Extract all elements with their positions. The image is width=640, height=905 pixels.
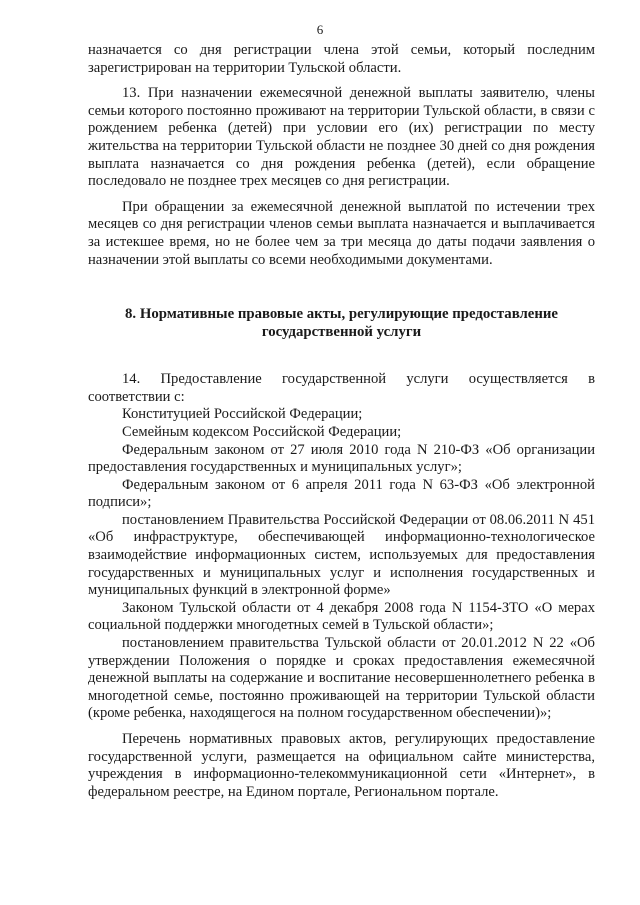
paragraph: Федеральным законом от 6 апреля 2011 года N 63-ФЗ «Об электронной подписи»; [88,476,595,511]
paragraph: 14. Предоставление государственной услуги осуществляется в соответствии с: [88,371,595,405]
paragraph: постановлением Правительства Российской Федерации от 08.06.2011 N 451 «Об инфраструктуре, обеспечивающей информационно-технологическое взаимодействие информационных систем, используемых для предоставления государственных и муниципальных услуг и исполнения государственных и муниципальных функций в электронной форме» [88,511,595,599]
paragraph: При обращении за ежемесячной денежной выплатой по истечении трех месяцев со дня регистрации членов семьи выплата назначается и выплачивается за истекшее время, но не более чем за три месяца до даты подачи заявления о назначении этой выплаты со всеми необходимыми документами. [88,198,595,268]
page-number: 6 [316,22,324,37]
paragraph: Конституцией Российской Федерации; [122,406,363,423]
paragraphs-top [88,42,595,269]
section-heading: 8. Нормативные правовые акты, регулирующие предоставление государственной услуги [125,306,558,341]
paragraph: Семейным кодексом Российской Федерации; [122,423,402,440]
paragraphs-bottom [88,371,595,801]
paragraph: 13. При назначении ежемесячной денежной выплаты заявителю, члены семьи которого постоянно проживают на территории Тульской области, в связи с рождением ребенка (детей) при условии его (их) регистрации по месту жительства на территории Тульской области не позднее 30 дней со дня рождения выплата назначается со дня рождения ребенка (детей), если обращение последовало не позднее трех месяцев со дня регистрации. [88,85,595,190]
paragraph: Федеральным законом от 27 июля 2010 года N 210-ФЗ «Об организации предоставления государственных и муниципальных услуг»; [88,441,595,476]
paragraph: Законом Тульской области от 4 декабря 2008 года N 1154-ЗТО «О мерах социальной поддержки многодетных семей в Тульской области»; [88,599,595,634]
paragraph: постановлением правительства Тульской области от 20.01.2012 N 22 «Об утверждении Положения о порядке и сроках предоставления ежемесячной денежной выплаты на содержание и воспитание несовершеннолетнего ребенка в многодетной семье, постоянно проживающей на территории Тульской области (кроме ребенка, находящегося на полном государственном обеспечении)»; [88,635,595,722]
paragraph: назначается со дня регистрации члена этой семьи, который последним зарегистрирован на территории Тульской области. [88,42,595,76]
paragraph: Перечень нормативных правовых актов, регулирующих предоставление государственной услуги, размещается на официальном сайте министерства, учреждения в информационно-телекоммуникационной сети «Интернет», в федеральном реестре, на Едином портале, Региональном портале. [88,731,595,800]
document-body [88,42,595,809]
